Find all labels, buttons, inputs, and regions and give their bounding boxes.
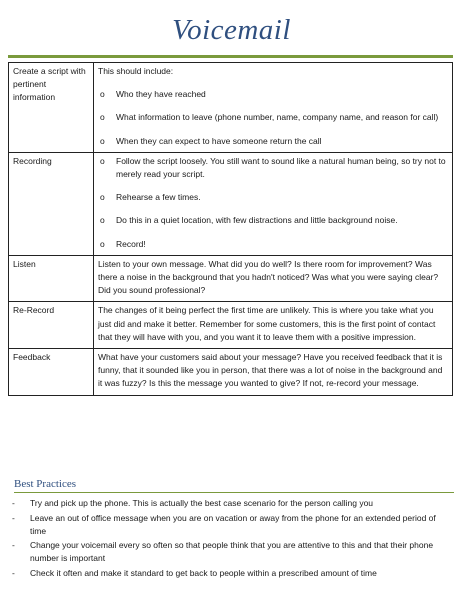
table-row	[9, 63, 453, 153]
bullet-icon: o	[100, 192, 105, 203]
row-content: Listen to your own message. What did you do well? Is there room for improvement? Was there a noise in the background that you hadn't noticed? Was what you were saying clear? Did you sound professional?	[94, 255, 453, 302]
bullet-icon: o	[100, 89, 105, 100]
title-rule	[8, 55, 453, 58]
bullet-icon: o	[100, 155, 105, 166]
list-item-text: What information to leave (phone number, name, company name, and reason for call)	[116, 112, 439, 123]
list-item	[98, 135, 448, 148]
voicemail-table	[8, 62, 453, 396]
row-label: Feedback	[9, 349, 94, 396]
bullet-icon: o	[100, 135, 105, 146]
dash-bullet-icon: -	[12, 567, 15, 578]
best-practices-heading: Best Practices	[14, 478, 454, 493]
row-content	[94, 63, 453, 153]
row-intro: This should include:	[98, 66, 174, 76]
list-item-text: Rehearse a few times.	[116, 192, 201, 203]
row-label: Listen	[9, 255, 94, 302]
list-item	[98, 155, 448, 181]
list-item	[12, 539, 452, 565]
row-content: The changes of it being perfect the first time are unlikely. This is where you take what you just did and make it better. Remember for some customers, this is the first point of contact that they will have with you, and you want it to leave them with a positive impression.	[94, 302, 453, 349]
list-item-text: Check it often and make it standard to get back to people within a prescribed amount of time	[30, 567, 377, 578]
list-item	[98, 111, 448, 124]
row-label: Create a script with pertinent information	[9, 63, 94, 153]
list-item	[98, 238, 448, 251]
row-content: What have your customers said about your message? Have you received feedback that it is funny, that it sounded like you in person, that there was a lot of noise in the background and it was fuzzy? Is this the message you wanted to give? If not, re-record your message.	[94, 349, 453, 396]
row-label: Re-Record	[9, 302, 94, 349]
bullet-list	[98, 155, 448, 251]
table-row	[9, 349, 453, 396]
table-row	[9, 302, 453, 349]
page-title: Voicemail	[172, 14, 291, 46]
list-item-text: Leave an out of office message when you are on vacation or away from the phone for an extended period of time	[30, 512, 436, 536]
best-practices-list	[12, 497, 452, 582]
list-item-text: Follow the script loosely. You still want to sound like a natural human being, so try not to merely read your script.	[116, 155, 446, 180]
list-item	[98, 191, 448, 204]
list-item	[98, 214, 448, 227]
list-item-text: Try and pick up the phone. This is actually the best case scenario for the person calling you	[30, 498, 374, 508]
bullet-icon: o	[100, 112, 105, 123]
list-item	[12, 512, 452, 538]
dash-bullet-icon: -	[12, 498, 15, 508]
dash-bullet-icon: -	[12, 540, 15, 551]
table-row	[9, 152, 453, 255]
list-item-text: Change your voicemail every so often so that people think that you are attentive to this and that their phone number is important	[30, 540, 434, 564]
bullet-icon: o	[100, 215, 105, 226]
list-item-text: Who they have reached	[116, 89, 206, 100]
table-row	[9, 255, 453, 302]
list-item	[98, 88, 448, 101]
bullet-icon: o	[100, 238, 105, 249]
list-item	[12, 567, 452, 580]
bullet-list	[98, 88, 448, 148]
list-item	[12, 497, 452, 510]
list-item-text: Record!	[116, 238, 146, 249]
row-label: Recording	[9, 152, 94, 255]
row-content	[94, 152, 453, 255]
list-item-text: Do this in a quiet location, with few distractions and little background noise.	[116, 215, 398, 226]
list-item-text: When they can expect to have someone return the call	[116, 135, 322, 146]
dash-bullet-icon: -	[12, 512, 15, 523]
